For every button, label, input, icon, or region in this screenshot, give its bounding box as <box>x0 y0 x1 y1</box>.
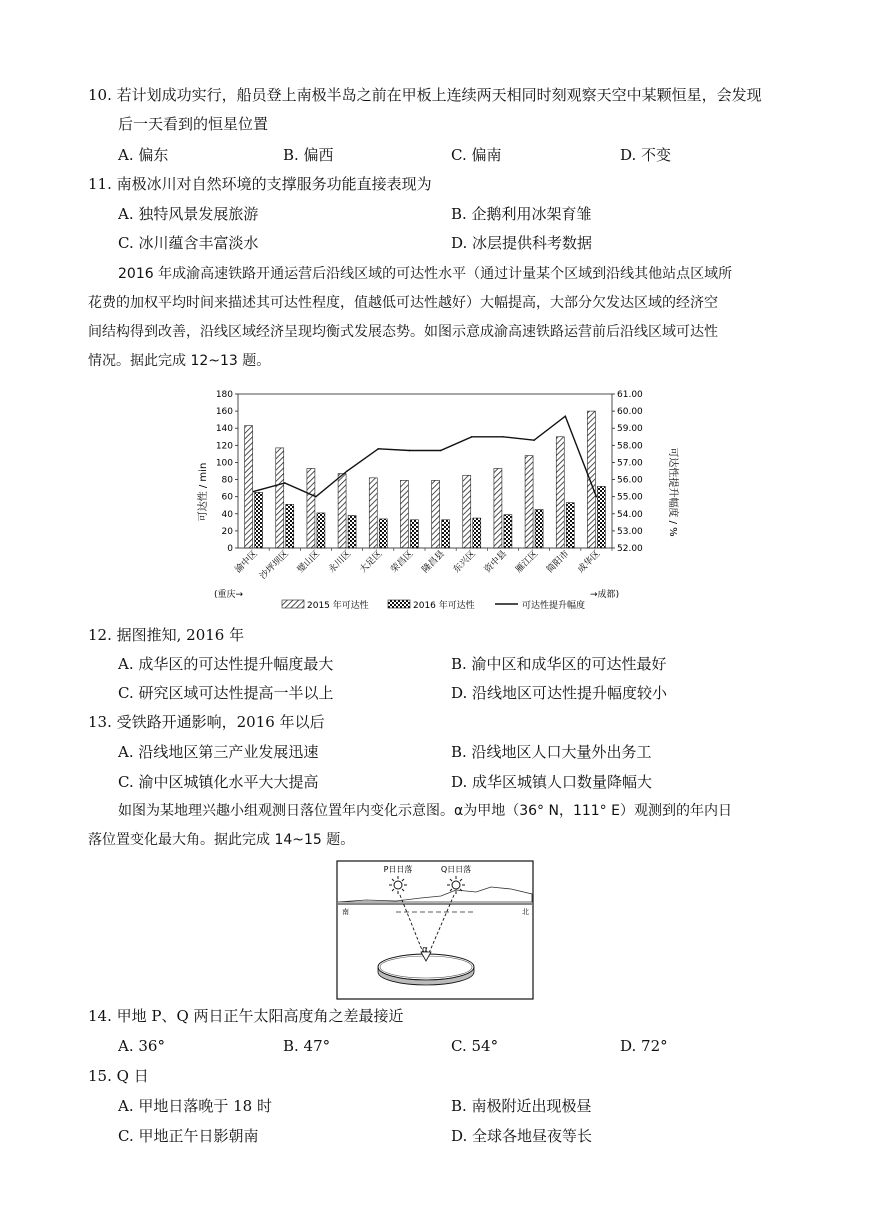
bar-2016 <box>410 520 418 548</box>
q13-option-d[interactable]: D. 成华区城镇人口数量降幅大 <box>451 773 653 791</box>
y-tick-label: 120 <box>215 441 233 452</box>
rate-point <box>315 496 317 498</box>
x-tick-label: 沙坪坝区 <box>258 549 291 582</box>
q13-option-b[interactable]: B. 沿线地区人口大量外出务工 <box>451 743 652 761</box>
x-tick-label: 隆昌县 <box>420 549 447 576</box>
q-sunset-label: Q日日落 <box>440 865 472 874</box>
q10-option-a[interactable]: A. 偏东 <box>118 146 169 164</box>
x-tick-label: 永川区 <box>327 549 354 576</box>
bar-2015 <box>307 468 315 548</box>
legend-swatch-2015 <box>282 600 304 608</box>
sunset-diagram <box>336 860 534 1000</box>
y-tick-label: 160 <box>215 407 233 418</box>
q10-option-b[interactable]: B. 偏西 <box>283 146 334 164</box>
end-city-label: →成都) <box>590 590 620 600</box>
q15-option-d[interactable]: D. 全球各地昼夜等长 <box>451 1127 593 1145</box>
bar-2016 <box>379 519 387 548</box>
q12-option-c[interactable]: C. 研究区域可达性提高一半以上 <box>118 684 334 702</box>
y-tick-label: 100 <box>215 458 233 469</box>
y2-tick-label: 61.00 <box>617 390 643 400</box>
q13-stem: 13. 受铁路开通影响，2016 年以后 <box>88 713 325 731</box>
rate-point <box>440 450 442 452</box>
bar-2016 <box>317 513 325 548</box>
rate-point <box>533 439 535 441</box>
q14-option-b[interactable]: B. 47° <box>283 1037 331 1055</box>
bar-2015 <box>338 474 346 548</box>
y2-tick-label: 58.00 <box>617 441 643 452</box>
q10-option-c[interactable]: C. 偏南 <box>451 146 502 164</box>
x-tick-label: 雁江区 <box>514 549 541 576</box>
y-tick-label: 0 <box>227 544 233 554</box>
x-tick-label: 简阳市 <box>545 549 572 576</box>
start-city-label: (重庆→ <box>214 590 244 600</box>
passage1-line3: 间结构得到改善，沿线区域经济呈现均衡式发展态势。如图示意成渝高速铁路运营前后沿线区域可达性 <box>88 324 718 340</box>
q11-option-a[interactable]: A. 独特风景发展旅游 <box>118 205 259 223</box>
y-tick-label: 80 <box>221 475 233 486</box>
rate-line <box>254 416 597 497</box>
y2-tick-label: 56.00 <box>617 475 643 486</box>
y-tick-label: 180 <box>215 390 233 400</box>
rate-point <box>253 491 255 493</box>
north-label: 北 <box>522 908 529 916</box>
x-tick-label: 资中县 <box>482 549 510 576</box>
bar-2016 <box>566 503 574 548</box>
passage1-line2: 花费的加权平均时间来描述其可达性程度，值越低可达性越好）大幅提高，大部分欠发达区域的经济空 <box>88 295 718 311</box>
q15-option-b[interactable]: B. 南极附近出现极昼 <box>451 1097 592 1115</box>
y-axis-label: 可达性 / min <box>198 462 209 522</box>
q14-option-c[interactable]: C. 54° <box>451 1037 499 1055</box>
south-label: 南 <box>342 908 349 916</box>
accessibility-chart <box>190 380 680 620</box>
y-tick-label: 140 <box>215 424 233 435</box>
bar-2016 <box>348 515 356 548</box>
legend-label-rate: 可达性提升幅度 <box>522 601 586 611</box>
rate-point <box>346 470 348 472</box>
bar-2015 <box>400 480 408 548</box>
rate-point <box>596 496 598 498</box>
q11-option-d[interactable]: D. 冰层提供科考数据 <box>451 234 593 252</box>
y2-tick-label: 54.00 <box>617 509 643 520</box>
bar-2016 <box>255 492 263 548</box>
x-tick-label: 璧山区 <box>295 549 323 576</box>
x-tick-label: 成华区 <box>576 549 603 576</box>
bar-2015 <box>463 475 471 548</box>
q14-option-d[interactable]: D. 72° <box>620 1037 668 1055</box>
bar-2015 <box>369 478 377 548</box>
q11-option-c[interactable]: C. 冰川蕴含丰富淡水 <box>118 234 259 252</box>
x-tick-label: 东兴区 <box>451 549 478 576</box>
y2-tick-label: 53.00 <box>617 526 643 537</box>
y-tick-label: 60 <box>221 492 233 503</box>
q13-option-a[interactable]: A. 沿线地区第三产业发展迅速 <box>118 743 319 761</box>
legend-swatch-2016 <box>388 600 410 608</box>
rate-point <box>409 450 411 452</box>
q15-stem: 15. Q 日 <box>88 1067 149 1085</box>
bar-2016 <box>535 510 543 549</box>
bar-2016 <box>597 486 605 548</box>
q15-option-a[interactable]: A. 甲地日落晚于 18 时 <box>118 1097 272 1115</box>
x-tick-label: 渝中区 <box>233 549 260 576</box>
q12-option-d[interactable]: D. 沿线地区可达性提升幅度较小 <box>451 684 668 702</box>
p-sunset-label: P日日落 <box>383 865 413 874</box>
bar-2015 <box>276 448 284 548</box>
bar-2016 <box>473 518 481 548</box>
q11-stem: 11. 南极冰川对自然环境的支撑服务功能直接表现为 <box>88 175 432 193</box>
q10-stem-line2: 后一天看到的恒星位置 <box>118 115 269 133</box>
x-tick-label: 大足区 <box>358 549 385 576</box>
bar-2015 <box>432 480 440 548</box>
q11-option-b[interactable]: B. 企鹅利用冰架育雏 <box>451 205 592 223</box>
bar-2015 <box>556 437 564 548</box>
q14-option-a[interactable]: A. 36° <box>118 1037 165 1055</box>
passage2-line2: 落位置变化最大角。据此完成 14~15 题。 <box>88 832 355 848</box>
q14-stem: 14. 甲地 P、Q 两日正午太阳高度角之差最接近 <box>88 1007 404 1025</box>
bar-2015 <box>245 426 253 548</box>
rate-point <box>502 436 504 438</box>
bar-2015 <box>494 468 502 548</box>
rate-point <box>564 415 566 417</box>
bar-2016 <box>504 515 512 548</box>
q10-stem-line1: 10. 若计划成功实行，船员登上南极半岛之前在甲板上连续两天相同时刻观察天空中某颗恒星，会发现 <box>88 86 762 104</box>
alpha-label: α <box>422 945 428 955</box>
passage2-line1: 如图为某地理兴趣小组观测日落位置年内变化示意图。α为甲地（36° N，111° E）观测到的年内日 <box>118 803 732 819</box>
legend-label-2015: 2015 年可达性 <box>307 601 369 611</box>
q12-stem: 12. 据图推知, 2016 年 <box>88 626 245 644</box>
x-tick-label: 荣昌区 <box>389 549 416 576</box>
bar-2016 <box>286 504 294 548</box>
q10-option-d[interactable]: D. 不变 <box>620 146 672 164</box>
q12-option-b[interactable]: B. 渝中区和成华区的可达性最好 <box>451 655 667 673</box>
y2-tick-label: 52.00 <box>617 544 643 554</box>
passage1-line4: 情况。据此完成 12~13 题。 <box>88 353 271 369</box>
y2-tick-label: 57.00 <box>617 458 643 469</box>
plot-frame <box>238 394 612 548</box>
y2-axis-label: 可达性提升幅度 / % <box>667 447 678 537</box>
bar-2016 <box>442 520 450 548</box>
q13-option-c[interactable]: C. 渝中区城镇化水平大大提高 <box>118 773 319 791</box>
rate-point <box>471 436 473 438</box>
y2-tick-label: 59.00 <box>617 424 643 435</box>
y-tick-label: 40 <box>221 509 233 520</box>
y2-tick-label: 55.00 <box>617 492 643 503</box>
rate-point <box>284 482 286 484</box>
q12-option-a[interactable]: A. 成华区的可达性提升幅度最大 <box>118 655 334 673</box>
y2-tick-label: 60.00 <box>617 407 643 418</box>
legend-label-2016: 2016 年可达性 <box>413 601 475 611</box>
q15-option-c[interactable]: C. 甲地正午日影朝南 <box>118 1127 259 1145</box>
rate-point <box>377 448 379 450</box>
bar-2015 <box>587 411 595 548</box>
y-tick-label: 20 <box>221 526 233 537</box>
passage1-line1: 2016 年成渝高速铁路开通运营后沿线区域的可达性水平（通过计量某个区域到沿线其他站点区域所 <box>118 266 733 282</box>
bar-2015 <box>525 456 533 548</box>
